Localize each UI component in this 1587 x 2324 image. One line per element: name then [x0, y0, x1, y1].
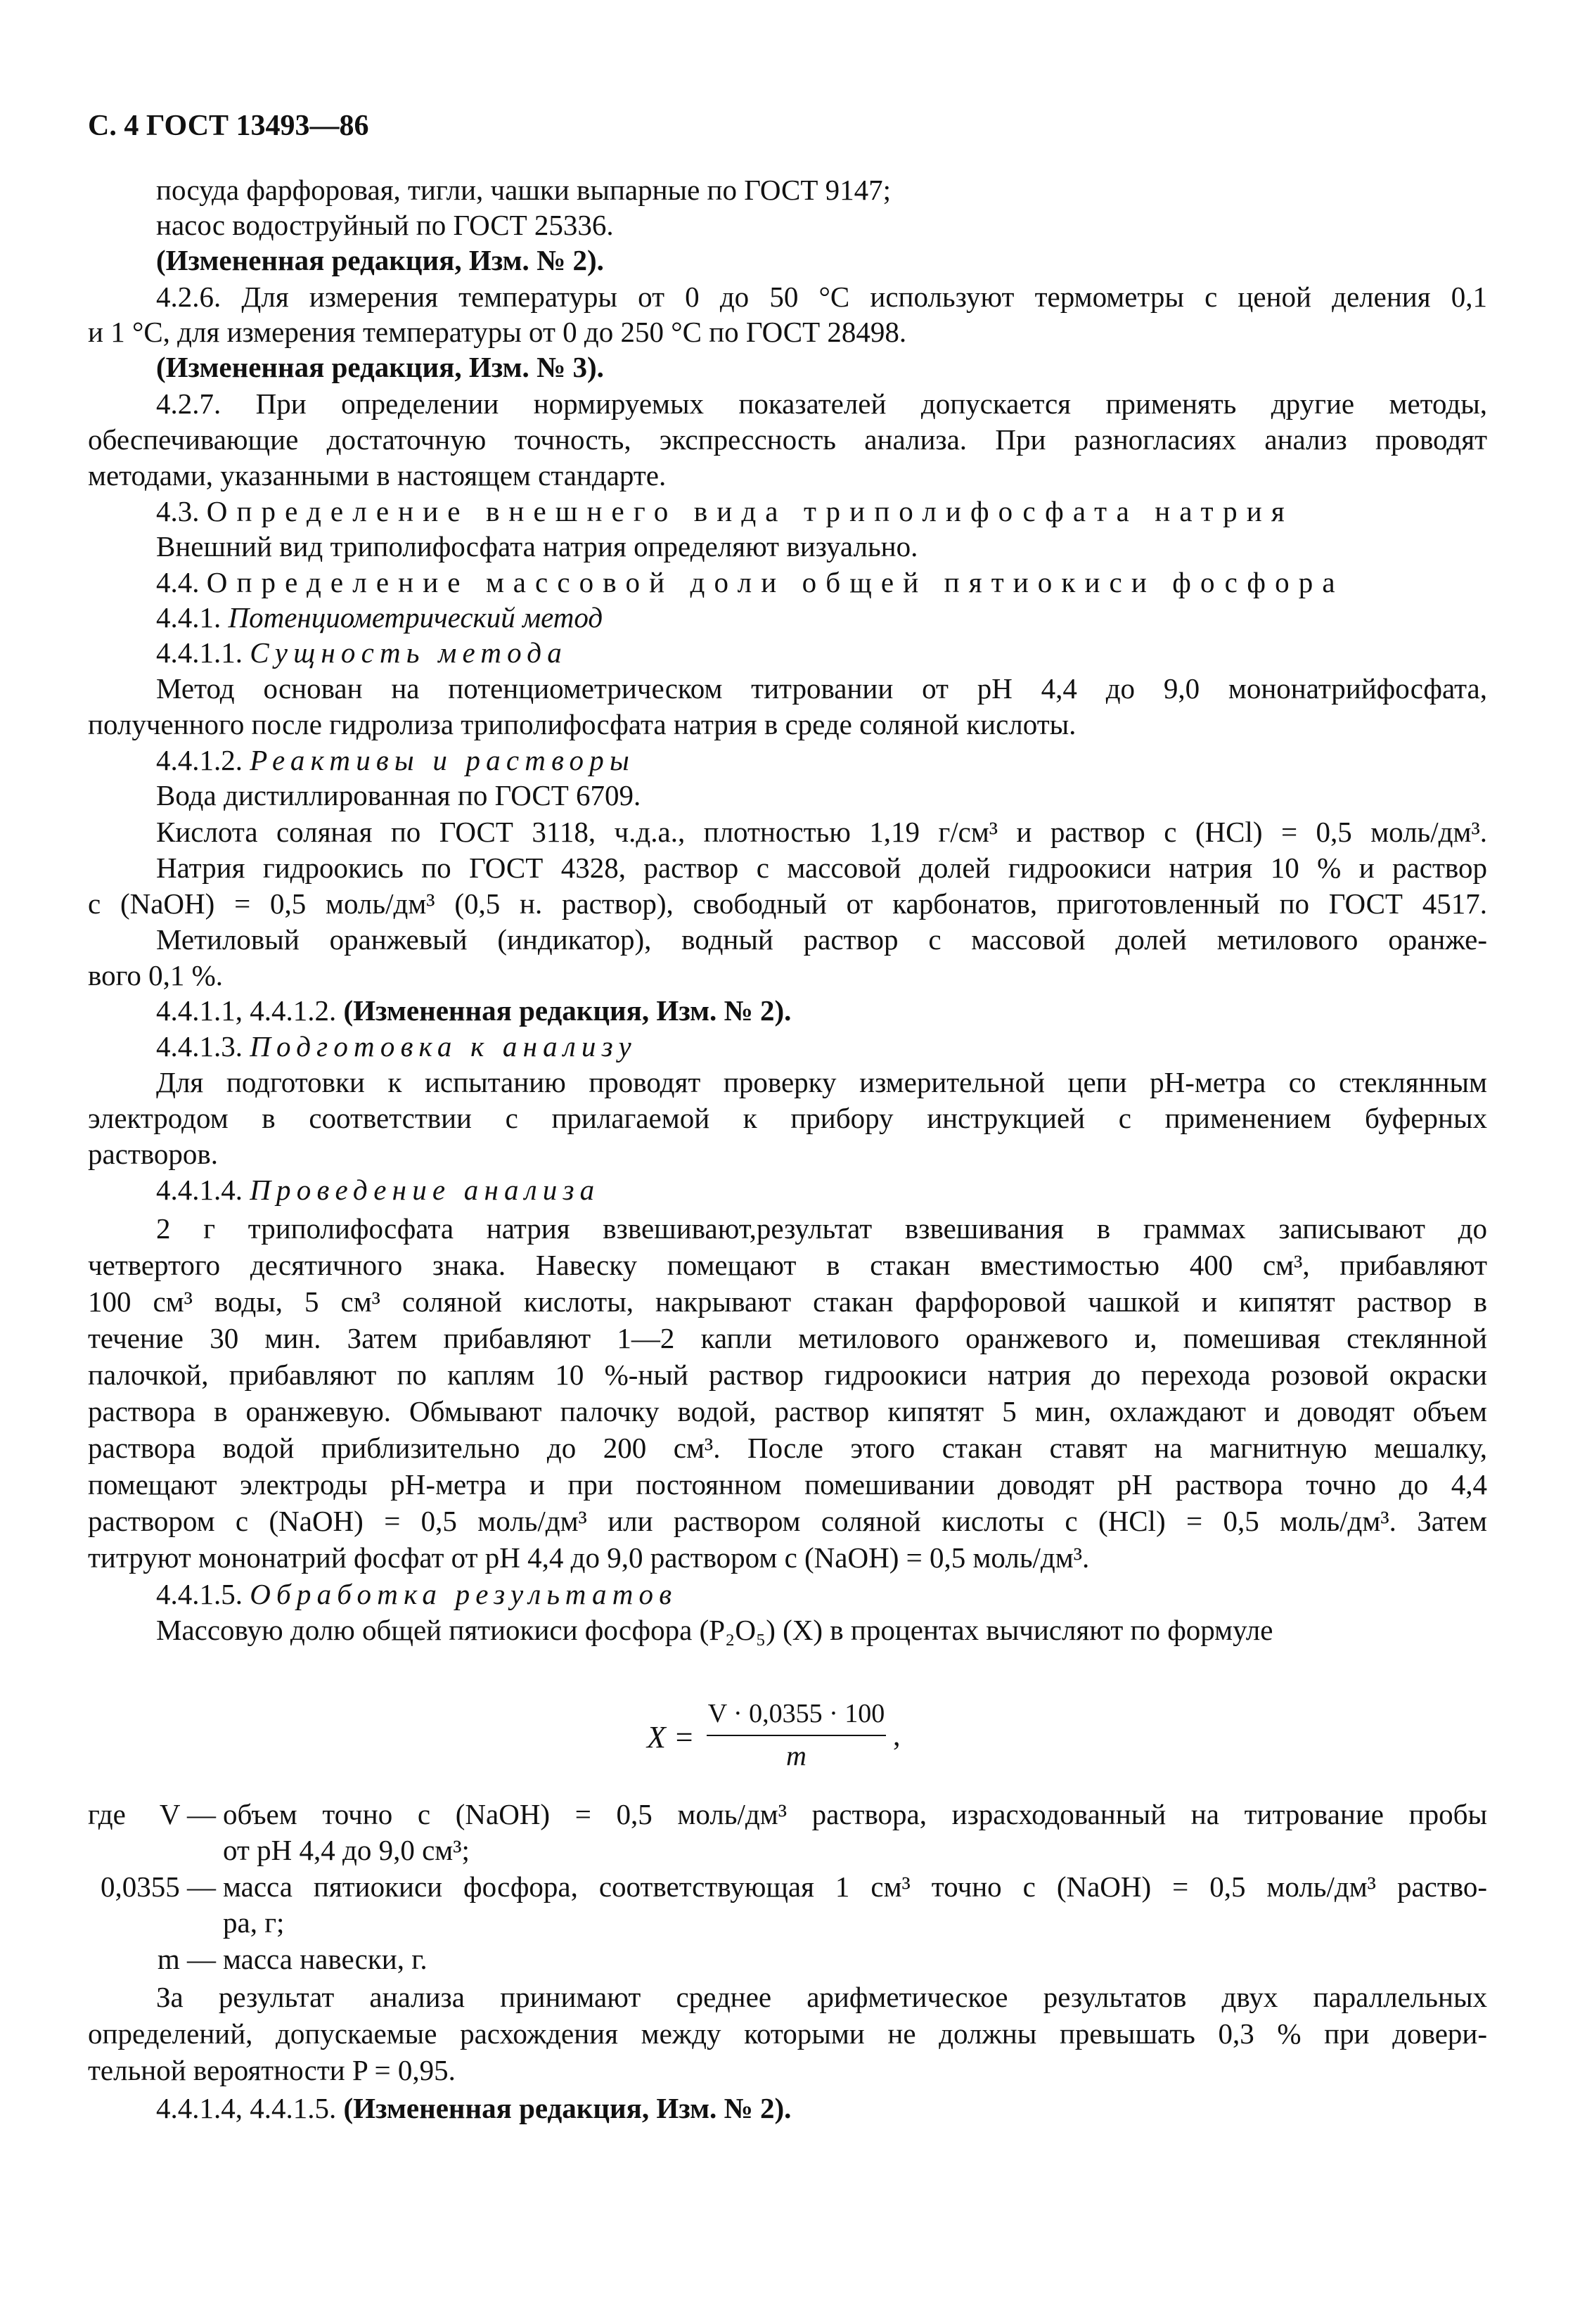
- formula-numerator: V · 0,0355 · 100: [707, 1699, 885, 1728]
- text-line: четвертого десятичного знака. Навеску помещают в стакан вместимостью 400 см³, прибавляют: [88, 1249, 1487, 1281]
- subsection-heading: [156, 1029, 637, 1064]
- section-title: Подготовка к анализу: [250, 1030, 637, 1063]
- text-line: 100 см³ воды, 5 см³ соляной кислоты, накрывают стакан фарфоровой чашкой и кипятят раствор в: [88, 1285, 1487, 1318]
- text-line: 4.2.7. При определении нормируемых показателей допускается применять другие методы,: [156, 387, 1487, 420]
- formula-lhs: X =: [647, 1720, 695, 1754]
- text-line: помещают электроды рН-метра и при постоянном помешивании доводят рН раствора точно до 4,4: [88, 1468, 1487, 1501]
- text-line: с (NaOH) = 0,5 моль/дм³ (0,5 н. раствор), свободный от карбонатов, приготовленный по ГОСТ 4517.: [88, 887, 1487, 920]
- section-number: 4.3.: [156, 495, 200, 527]
- subsection-heading: [156, 743, 635, 778]
- section-heading: [156, 565, 1344, 600]
- formula-denominator: m: [786, 1740, 807, 1771]
- text-line: полученного после гидролиза триполифосфата натрия в среде соляной кислоты.: [88, 708, 1077, 740]
- legend-text: объем точно с (NaOH) = 0,5 моль/дм³ раствора, израсходованный на титрование пробы: [223, 1798, 1487, 1830]
- section-title: Определение внешнего вида триполифосфата натрия: [206, 495, 1294, 527]
- text-line: За результат анализа принимают среднее арифметическое результатов двух параллельных: [156, 1981, 1487, 2013]
- amendment-note: (Измененная редакция, Изм. № 3).: [156, 351, 604, 383]
- text-line: посуда фарфоровая, тигли, чашки выпарные по ГОСТ 9147;: [156, 174, 892, 206]
- section-number: 4.4.1.1, 4.4.1.2.: [156, 994, 337, 1027]
- section-number: 4.4.: [156, 566, 200, 598]
- amendment-note: (Измененная редакция, Изм. № 2).: [156, 244, 604, 276]
- section-heading: [156, 494, 1294, 529]
- section-title: Обработка результатов: [250, 1578, 678, 1610]
- section-number: 4.4.1.3.: [156, 1030, 243, 1063]
- section-title: Реактивы и растворы: [250, 744, 635, 776]
- legend-term: 0,0355 —: [101, 1870, 216, 1903]
- section-number: 4.4.1.4, 4.4.1.5.: [156, 2092, 337, 2124]
- subsection-heading: [156, 1577, 677, 1612]
- fraction-bar: [707, 1735, 886, 1736]
- subsection-heading: [156, 1172, 600, 1207]
- text-line: электродом в соответствии с прилагаемой к прибору инструкцией с применением буферных: [88, 1102, 1487, 1134]
- text-line: Метиловый оранжевый (индикатор), водный раствор с массовой долей метилового оранже-: [156, 923, 1487, 956]
- text-line: Метод основан на потенциометрическом титровании от рН 4,4 до 9,0 мононатрийфосфата,: [156, 672, 1487, 705]
- formula-trail: ,: [893, 1720, 901, 1752]
- section-title: Проведение анализа: [250, 1174, 600, 1206]
- text-line: Кислота соляная по ГОСТ 3118, ч.д.а., плотностью 1,19 г/см³ и раствор с (HCl) = 0,5 моль/дм³.: [156, 816, 1487, 848]
- legend-term: m —: [157, 1943, 216, 1975]
- text-line: тельной вероятности P = 0,95.: [88, 2054, 456, 2086]
- text-line: титруют мононатрий фосфат от рН 4,4 до 9,0 раствором с (NaOH) = 0,5 моль/дм³.: [88, 1541, 1090, 1574]
- text-line: определений, допускаемые расхождения между которыми не должны превышать 0,3 % при довери-: [88, 2017, 1487, 2050]
- text-line: Для подготовки к испытанию проводят проверку измерительной цепи рН-метра со стеклянным: [156, 1066, 1487, 1098]
- legend-intro: где: [88, 1798, 126, 1830]
- text-line: Натрия гидроокись по ГОСТ 4328, раствор с массовой долей гидроокиси натрия 10 % и раствор: [156, 852, 1487, 884]
- amendment-text: (Измененная редакция, Изм. № 2).: [343, 994, 792, 1027]
- legend-text: масса пятиокиси фосфора, соответствующая 1 см³ точно с (NaOH) = 0,5 моль/дм³ раство-: [223, 1870, 1487, 1903]
- text-line: Массовую долю общей пятиокиси фосфора (P₂O₅) (X) в процентах вычисляют по формуле: [156, 1614, 1273, 1646]
- section-number: 4.4.1.4.: [156, 1174, 243, 1206]
- section-title: Потенциометрический метод: [228, 601, 603, 634]
- subsection-heading: [156, 635, 567, 670]
- text-line: обеспечивающие достаточную точность, экспрессность анализа. При разногласиях анализ проводят: [88, 423, 1487, 456]
- text-line: Вода дистиллированная по ГОСТ 6709.: [156, 779, 641, 811]
- text-line: вого 0,1 %.: [88, 959, 224, 991]
- text-line: течение 30 мин. Затем прибавляют 1—2 капли метилового оранжевого и, помешивая стеклянной: [88, 1322, 1487, 1354]
- section-number: 4.4.1.1.: [156, 636, 243, 669]
- text-line: раствора водой приблизительно до 200 см³. После этого стакан ставят на магнитную мешалку,: [88, 1432, 1487, 1464]
- text-line: палочкой, прибавляют по каплям 10 %-ный раствор гидроокиси натрия до перехода розовой окраски: [88, 1359, 1487, 1391]
- section-title: Определение массовой доли общей пятиокиси фосфора: [206, 566, 1344, 598]
- section-number: 4.4.1.: [156, 601, 221, 634]
- legend-text: от рН 4,4 до 9,0 см³;: [223, 1834, 470, 1866]
- amendment-note: [156, 2091, 791, 2126]
- text-line: растворов.: [88, 1138, 219, 1170]
- subsection-heading: [156, 600, 603, 635]
- text-line: и 1 °С, для измерения температуры от 0 до 250 °С по ГОСТ 28498.: [88, 316, 907, 348]
- section-number: 4.4.1.2.: [156, 744, 243, 776]
- page-header: С. 4 ГОСТ 13493—86: [88, 110, 369, 142]
- text-line: раствора в оранжевую. Обмывают палочку водой, раствор кипятят 5 мин, охлаждают и доводят объем: [88, 1395, 1487, 1427]
- amendment-note: [156, 993, 791, 1028]
- section-title: Сущность метода: [250, 636, 567, 669]
- text-line: насос водоструйный по ГОСТ 25336.: [156, 209, 614, 241]
- legend-term: V —: [159, 1798, 216, 1830]
- legend-text: масса навески, г.: [223, 1943, 428, 1975]
- formula: [647, 1698, 914, 1783]
- text-line: раствором с (NaOH) = 0,5 моль/дм³ или раствором соляной кислоты с (HCl) = 0,5 моль/дм³. Затем: [88, 1505, 1487, 1537]
- legend-text: ра, г;: [223, 1906, 285, 1939]
- text-line: методами, указанными в настоящем стандарте.: [88, 459, 667, 492]
- section-number: 4.4.1.5.: [156, 1578, 243, 1610]
- text-line: Внешний вид триполифосфата натрия определяют визуально.: [156, 530, 918, 563]
- text-line: 4.2.6. Для измерения температуры от 0 до 50 °С используют термометры с ценой деления 0,1: [156, 281, 1487, 313]
- amendment-text: (Измененная редакция, Изм. № 2).: [343, 2092, 792, 2124]
- text-line: 2 г триполифосфата натрия взвешивают,результат взвешивания в граммах записывают до: [156, 1212, 1487, 1245]
